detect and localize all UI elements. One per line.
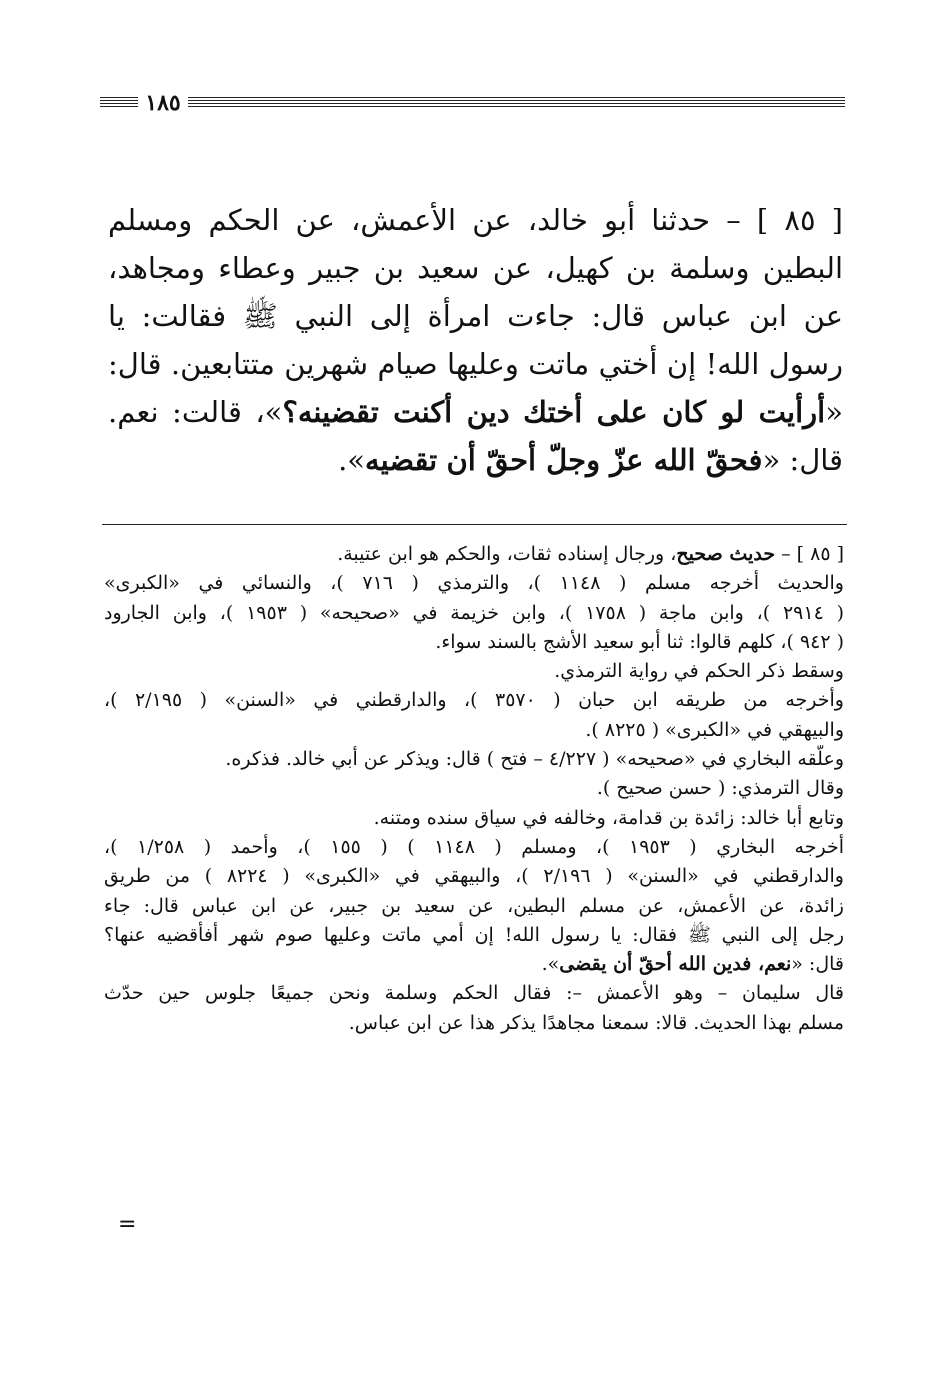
note-line-2: والحديث أخرجه مسلم ( ١١٤٨ )، والترمذي ( ٧١٦ )، والنسائي في «الكبرى» [104,572,844,595]
note-line-4: ( ٩٤٢ )، كلهم قالوا: ثنا أبو سعيد الأشج بالسند سواء. [435,630,844,653]
note-line-6: وأخرجه من طريقه ابن حبان ( ٣٥٧٠ )، والدارقطني في «السنن» ( ٢/١٩٥ )، [104,689,844,712]
note-line-5: وسقط ذكر الحكم في رواية الترمذي. [554,660,844,683]
note-line-9: وقال الترمذي: ( حسن صحيح ). [596,777,844,800]
main-text-bold-1: أرأيت لو كان على أختك [523,395,826,429]
note-line-11: أخرجه البخاري ( ١٩٥٣ )، ومسلم ( ١١٤٨ ) ( ١٥٥ )، وأحمد ( ١/٢٥٨ )، [104,835,844,858]
note-line-8: وعلّقه البخاري في «صحيحه» ( ٤/٢٢٧ – فتح ) قال: ويذكر عن أبي خالد. فذكره. [225,748,844,771]
main-text-line-4: ماتت وعليها صيام شهرين متتابعين. قال: « [108,347,843,429]
note-line-1 [104,540,844,569]
main-text-bold-4: تقضيه [365,443,438,477]
note-line-15-end: ». [541,953,560,976]
note-line-16: قال سليمان – وهو الأعمش –: فقال الحكم وسلمة ونحن جميعًا جلوس حين حدّث [104,982,844,1005]
note-line-3: ( ٢٩١٤ )، وابن ماجة ( ١٧٥٨ )، وابن خزيمة في «صحيحه» ( ١٩٥٣ )، وابن الجارود [104,601,844,624]
footnotes [104,540,844,1038]
page-number: ١٨٥ [145,90,181,116]
main-text-bold-3: فحقّ الله عزّ وجلّ أحقّ أن [446,443,763,477]
main-text-line-2: البطين وسلمة بن كهيل، عن سعيد بن جبير وعطاء ومجاهد، عن ابن [108,251,844,333]
header-rule-right [188,97,845,109]
note-line-12: والدارقطني في «السنن» ( ٢/١٩٦ )، والبيهقي في «الكبرى» ( ٨٢٢٤ ) من طريق [104,865,844,888]
main-text-line-5: »، قالت: نعم. قال: « [108,395,843,477]
main-text-line-1: [ ٨٥ ] – حدثنا أبو خالد، عن الأعمش، عن الحكم ومسلم [108,203,843,237]
note-line-15-bold: نعم، فدين الله أحقّ أن يقضى [559,953,792,976]
main-text-bold-2: دين أكنت تقضينه؟ [282,395,510,429]
main-text-line-3: عباس قال: جاءت امرأة إلى النبي ﷺ فقالت: يا رسول الله! إن أختي [108,299,844,381]
footnote-separator [102,524,847,525]
main-text-end: ». [338,443,366,477]
note-line-7: والبيهقي في «الكبرى» ( ٨٢٢٥ ). [585,718,844,741]
note-line-15-start: قال: « [791,953,844,976]
continuation-mark: = [118,1212,137,1237]
note-line-1-rest: ، ورجال إسناده ثقات، والحكم هو ابن عتيبة. [337,543,677,565]
header-rule-left [100,97,138,109]
note-line-13: زائدة، عن الأعمش، عن مسلم البطين، عن سعيد بن جبير، عن ابن عباس قال: جاء [104,894,844,917]
main-hadith-text [108,196,843,484]
page-header [100,86,845,122]
note-line-10: وتابع أبا خالد: زائدة بن قدامة، وخالفه في سياق سنده ومتنه. [373,806,844,829]
note-line-17: مسلم بهذا الحديث. قالا: سمعنا مجاهدًا يذكر هذا عن ابن عباس. [348,1011,844,1034]
note-line-14: رجل إلى النبي ﷺ فقال: يا رسول الله! إن أمي ماتت وعليها صوم شهر أفأقضيه عنها؟ [104,923,844,946]
note-grading: حديث صحيح [676,543,776,565]
note-label: [ ٨٥ ] – [775,543,844,565]
note-line-15 [104,950,844,979]
